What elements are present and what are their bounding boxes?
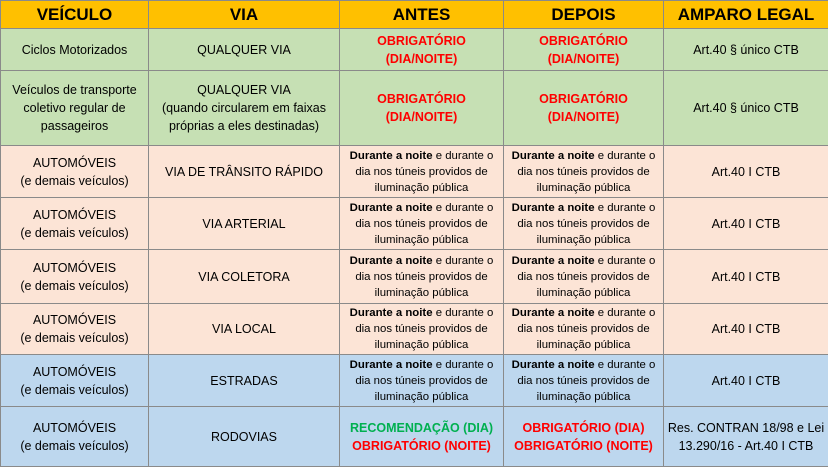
cell-veiculo: Veículos de transporte coletivo regular de passageiros — [1, 71, 149, 146]
cell-depois — [504, 71, 664, 146]
header-depois: DEPOIS — [504, 1, 664, 29]
cell-depois-line: (DIA/NOITE) — [507, 108, 660, 126]
cell-amparo: Art.40 § único CTB — [664, 29, 828, 71]
cell-via-main: QUALQUER VIA — [152, 81, 336, 99]
header-amparo-legal: AMPARO LEGAL — [664, 1, 828, 29]
cell-veiculo-main: AUTOMÓVEIS — [4, 419, 145, 437]
cell-amparo: Art.40 I CTB — [664, 198, 828, 250]
cell-depois-bold: Durante a noite — [512, 150, 595, 162]
cell-veiculo-main: AUTOMÓVEIS — [4, 311, 145, 329]
cell-veiculo: Ciclos Motorizados — [1, 29, 149, 71]
cell-antes-line: RECOMENDAÇÃO (DIA) — [343, 419, 500, 437]
cell-antes-rest: e durante o dia nos túneis providos de iluminação pública — [355, 202, 493, 246]
cell-depois-bold: Durante a noite — [512, 255, 595, 267]
cell-veiculo-main: AUTOMÓVEIS — [4, 154, 145, 172]
cell-antes — [340, 304, 504, 355]
cell-amparo: Art.40 I CTB — [664, 146, 828, 198]
cell-antes — [340, 355, 504, 407]
header-antes: ANTES — [340, 1, 504, 29]
cell-veiculo-note: (e demais veículos) — [4, 381, 145, 399]
cell-via: VIA COLETORA — [149, 250, 340, 304]
cell-depois-bold: Durante a noite — [512, 359, 595, 371]
cell-veiculo-main: AUTOMÓVEIS — [4, 259, 145, 277]
cell-antes-rest: e durante o dia nos túneis providos de iluminação pública — [355, 255, 493, 299]
cell-depois — [504, 355, 664, 407]
cell-depois-line: OBRIGATÓRIO (DIA) — [507, 419, 660, 437]
cell-antes — [340, 146, 504, 198]
cell-veiculo-note: (e demais veículos) — [4, 224, 145, 242]
cell-amparo: Art.40 I CTB — [664, 304, 828, 355]
cell-depois-bold: Durante a noite — [512, 202, 595, 214]
cell-via — [149, 71, 340, 146]
cell-depois — [504, 146, 664, 198]
cell-veiculo-note: (e demais veículos) — [4, 277, 145, 295]
cell-veiculo-note: (e demais veículos) — [4, 172, 145, 190]
cell-veiculo — [1, 355, 149, 407]
header-via: VIA — [149, 1, 340, 29]
cell-via-note: (quando circularem em faixas próprias a eles destinadas) — [152, 99, 336, 135]
cell-antes-bold: Durante a noite — [350, 359, 433, 371]
cell-depois-line: (DIA/NOITE) — [507, 50, 660, 68]
cell-amparo: Res. CONTRAN 18/98 e Lei 13.290/16 - Art.40 I CTB — [664, 407, 828, 467]
cell-veiculo — [1, 146, 149, 198]
cell-antes-bold: Durante a noite — [350, 255, 433, 267]
cell-antes — [340, 29, 504, 71]
cell-veiculo-main: AUTOMÓVEIS — [4, 206, 145, 224]
cell-antes-line: (DIA/NOITE) — [343, 108, 500, 126]
cell-antes-bold: Durante a noite — [350, 150, 433, 162]
cell-antes — [340, 71, 504, 146]
cell-via: RODOVIAS — [149, 407, 340, 467]
cell-veiculo-note: (e demais veículos) — [4, 437, 145, 455]
cell-veiculo — [1, 250, 149, 304]
table-row — [1, 304, 828, 355]
cell-antes-line: (DIA/NOITE) — [343, 50, 500, 68]
cell-antes-rest: e durante o dia nos túneis providos de iluminação pública — [355, 359, 493, 403]
cell-depois — [504, 198, 664, 250]
cell-via: VIA DE TRÂNSITO RÁPIDO — [149, 146, 340, 198]
cell-antes-bold: Durante a noite — [350, 307, 433, 319]
cell-antes-line: OBRIGATÓRIO (NOITE) — [343, 437, 500, 455]
cell-depois — [504, 304, 664, 355]
table-row — [1, 29, 828, 71]
cell-veiculo-main: AUTOMÓVEIS — [4, 363, 145, 381]
header-veiculo: VEÍCULO — [1, 1, 149, 29]
cell-via: ESTRADAS — [149, 355, 340, 407]
cell-amparo: Art.40 § único CTB — [664, 71, 828, 146]
cell-antes-bold: Durante a noite — [350, 202, 433, 214]
cell-depois-rest: e durante o dia nos túneis providos de iluminação pública — [517, 255, 655, 299]
cell-via: VIA ARTERIAL — [149, 198, 340, 250]
cell-depois-line: OBRIGATÓRIO — [507, 32, 660, 50]
cell-amparo: Art.40 I CTB — [664, 250, 828, 304]
cell-depois-rest: e durante o dia nos túneis providos de iluminação pública — [517, 307, 655, 351]
cell-depois-rest: e durante o dia nos túneis providos de iluminação pública — [517, 150, 655, 194]
cell-via: VIA LOCAL — [149, 304, 340, 355]
cell-antes-rest: e durante o dia nos túneis providos de iluminação pública — [355, 307, 493, 351]
cell-amparo: Art.40 I CTB — [664, 355, 828, 407]
header-row — [1, 1, 828, 29]
cell-antes-rest: e durante o dia nos túneis providos de iluminação pública — [355, 150, 493, 194]
cell-depois-line: OBRIGATÓRIO (NOITE) — [507, 437, 660, 455]
table-row — [1, 355, 828, 407]
cell-veiculo — [1, 198, 149, 250]
cell-veiculo — [1, 304, 149, 355]
table-row — [1, 198, 828, 250]
cell-via: QUALQUER VIA — [149, 29, 340, 71]
table-row — [1, 250, 828, 304]
cell-antes — [340, 250, 504, 304]
cell-antes-line: OBRIGATÓRIO — [343, 90, 500, 108]
cell-veiculo-note: (e demais veículos) — [4, 329, 145, 347]
table-row — [1, 71, 828, 146]
cell-depois-rest: e durante o dia nos túneis providos de iluminação pública — [517, 202, 655, 246]
cell-depois — [504, 29, 664, 71]
table-row — [1, 146, 828, 198]
cell-depois-bold: Durante a noite — [512, 307, 595, 319]
cell-depois-line: OBRIGATÓRIO — [507, 90, 660, 108]
cell-antes-line: OBRIGATÓRIO — [343, 32, 500, 50]
cell-depois-rest: e durante o dia nos túneis providos de iluminação pública — [517, 359, 655, 403]
cell-antes — [340, 198, 504, 250]
cell-depois — [504, 250, 664, 304]
